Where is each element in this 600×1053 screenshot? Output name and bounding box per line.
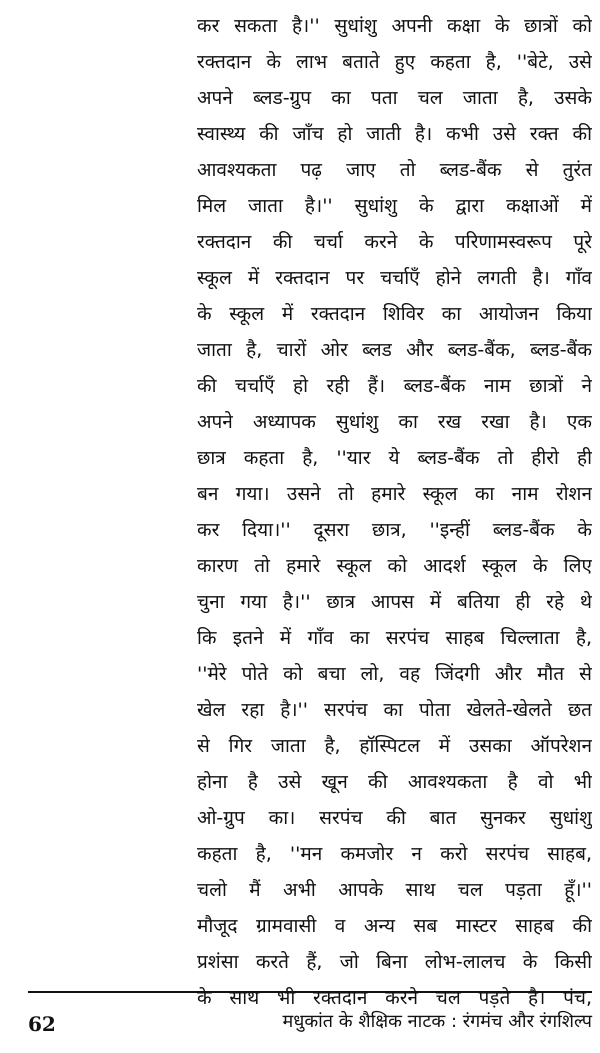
page-number: 62: [28, 1012, 56, 1036]
text-line-25: चलो मैं अभी आपके साथ चल पड़ता हूँ।'': [197, 879, 592, 901]
footer-rule: [28, 991, 592, 993]
text-line-4: स्वास्थ्य की जाँच हो जाती है। कभी उसे रक्त की: [197, 123, 592, 145]
text-line-15: कर दिया।'' दूसरा छात्र, ''इन्हीं ब्लड-बैंक के: [197, 519, 592, 541]
text-line-16: कारण तो हमारे स्कूल को आदर्श स्कूल के लिए: [197, 555, 592, 577]
text-line-21: से गिर जाता है, हॉस्पिटल में उसका ऑपरेशन: [197, 735, 592, 757]
text-line-14: बन गया। उसने तो हमारे स्कूल का नाम रोशन: [197, 483, 592, 505]
text-line-28: के साथ भी रक्तदान करने चल पड़ते है। पंच,: [197, 987, 592, 1009]
text-line-23: ओ-ग्रुप का। सरपंच की बात सुनकर सुधांशु: [197, 807, 592, 829]
text-line-13: छात्र कहता है, ''यार ये ब्लड-बैंक तो हीरो ही: [197, 447, 592, 469]
text-line-27: प्रशंसा करते हैं, जो बिना लोभ-लालच के किसी: [197, 951, 592, 973]
text-line-10: जाता है, चारों ओर ब्लड और ब्लड-बैंक, ब्लड-बैंक: [197, 339, 592, 361]
text-line-2: रक्तदान के लाभ बताते हुए कहता है, ''बेटे, उसे: [197, 51, 592, 73]
text-line-26: मौजूद ग्रामवासी व अन्य सब मास्टर साहब की: [197, 915, 592, 937]
text-line-9: के स्कूल में रक्तदान शिविर का आयोजन किया: [197, 303, 592, 325]
text-line-18: कि इतने में गाँव का सरपंच साहब चिल्लाता है,: [197, 627, 592, 649]
text-line-19: ''मेरे पोते को बचा लो, वह जिंदगी और मौत से: [197, 663, 592, 685]
text-line-8: स्कूल में रक्तदान पर चर्चाएँ होने लगती है। गाँव: [197, 267, 592, 289]
running-title: मधुकांत के शैक्षिक नाटक : रंगमंच और रंगशिल्प: [282, 1011, 592, 1032]
text-line-7: रक्तदान की चर्चा करने के परिणामस्वरूप पूरे: [197, 231, 592, 253]
body-text: [197, 8, 592, 1016]
text-line-12: अपने अध्यापक सुधांशु का रख रखा है। एक: [197, 411, 592, 433]
text-line-20: खेल रहा है।'' सरपंच का पोता खेलते-खेलते छत: [197, 699, 592, 721]
text-line-6: मिल जाता है।'' सुधांशु के द्वारा कक्षाओं में: [197, 195, 592, 217]
text-line-22: होना है उसे खून की आवश्यकता है वो भी: [197, 771, 592, 793]
text-line-17: चुना गया है।'' छात्र आपस में बतिया ही रहे थे: [197, 591, 592, 613]
text-line-1: कर सकता है।'' सुधांशु अपनी कक्षा के छात्रों को: [197, 15, 592, 37]
text-line-11: की चर्चाएँ हो रही हैं। ब्लड-बैंक नाम छात्रों ने: [197, 375, 592, 397]
text-line-24: कहता है, ''मन कमजोर न करो सरपंच साहब,: [197, 843, 592, 865]
text-line-5: आवश्यकता पढ़ जाए तो ब्लड-बैंक से तुरंत: [197, 159, 592, 181]
text-line-3: अपने ब्लड-ग्रुप का पता चल जाता है, उसके: [197, 87, 592, 109]
